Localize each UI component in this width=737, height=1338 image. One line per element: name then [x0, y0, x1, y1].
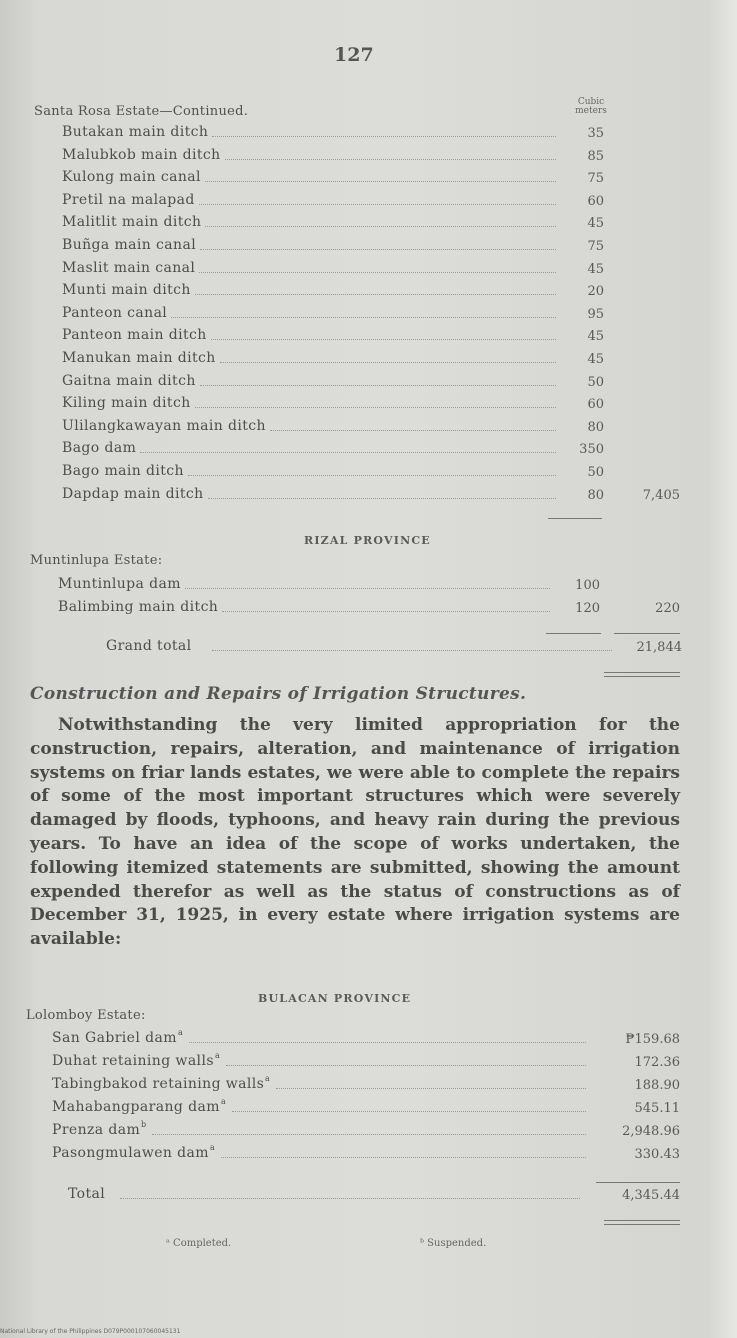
- page-edge: [707, 0, 737, 1338]
- table-row: [62, 395, 682, 417]
- table-row: [62, 486, 682, 508]
- table-row: [62, 169, 682, 191]
- row-label: Panteon main ditch: [62, 327, 207, 344]
- row-label: Kulong main canal: [62, 169, 201, 186]
- rizal-province-heading: RIZAL PROVINCE: [304, 534, 431, 547]
- grand-total-label: Grand total: [106, 638, 192, 654]
- leader-dots: [205, 181, 556, 182]
- row-label: Mahabangparang dam: [52, 1099, 220, 1115]
- row-value: 45: [587, 352, 604, 367]
- leader-dots: [140, 452, 556, 453]
- table-row: [52, 1145, 682, 1167]
- unit-header-line-1: Cubic: [577, 97, 605, 107]
- row-value: 188.90: [634, 1078, 680, 1093]
- row-value: 45: [587, 261, 604, 277]
- grand-total-value: 21,844: [636, 640, 682, 655]
- leader-dots: [199, 204, 556, 205]
- row-value: 20: [587, 284, 604, 300]
- muntinlupa-estate-heading: Muntinlupa Estate:: [30, 553, 163, 568]
- table-row: [62, 327, 682, 349]
- leader-dots: [211, 339, 556, 340]
- leader-dots: [195, 407, 556, 408]
- row-label: Malitlit main ditch: [62, 214, 202, 231]
- footnote-marker: a: [265, 1074, 270, 1083]
- footnote-marker: b: [141, 1120, 147, 1129]
- row-value: 45: [587, 216, 604, 232]
- row-value: 75: [587, 239, 604, 254]
- leader-dots: [185, 588, 550, 589]
- footnote-marker: a: [178, 1028, 183, 1037]
- page-number: 127: [334, 44, 374, 66]
- leader-dots: [270, 430, 556, 431]
- row-value: 60: [587, 397, 604, 413]
- table-row: [62, 418, 682, 440]
- grand-total-row: [106, 638, 686, 660]
- leader-dots: [220, 362, 556, 363]
- leader-dots: [199, 272, 556, 273]
- bulacan-province-heading: BULACAN PROVINCE: [258, 992, 412, 1005]
- grand-total-double-rule: [604, 672, 680, 677]
- row-value: 120: [575, 601, 600, 616]
- rizal-subtotal-rule: [546, 633, 601, 634]
- bulacan-total-row: [68, 1186, 682, 1208]
- row-label: Balimbing main ditch: [58, 599, 219, 615]
- table-row: [62, 373, 682, 395]
- scan-credit: National Library of the Philippines D079P000107060045131: [0, 1328, 181, 1335]
- row-label: Munti main ditch: [62, 282, 191, 299]
- leader-dots: [221, 1157, 586, 1158]
- table-row: [62, 282, 682, 304]
- row-label: Buñga main canal: [62, 237, 197, 253]
- row-label: Maslit main canal: [62, 259, 196, 276]
- row-total: 220: [655, 601, 680, 616]
- row-label: Muntinlupa dam: [58, 576, 181, 592]
- table-row: [62, 192, 682, 214]
- table-row: [62, 463, 682, 485]
- leader-dots: [205, 226, 556, 227]
- row-label: Malubkob main ditch: [62, 146, 221, 163]
- bulacan-total-label: Total: [68, 1186, 106, 1202]
- leader-dots: [120, 1198, 580, 1199]
- row-value: 2,948.96: [622, 1124, 680, 1139]
- row-label: Pasongmulawen dam: [52, 1145, 209, 1161]
- leader-dots: [188, 475, 556, 476]
- row-label: Kiling main ditch: [62, 395, 191, 412]
- unit-header: [566, 98, 616, 116]
- leader-dots: [200, 249, 556, 250]
- row-label: Bago dam: [62, 440, 137, 457]
- row-label: Gaitna main ditch: [62, 372, 196, 389]
- leader-dots: [200, 385, 556, 386]
- footnote-suspended: ᵇ Suspended.: [420, 1238, 487, 1249]
- leader-dots: [212, 650, 612, 651]
- row-value: 50: [587, 465, 604, 480]
- table-row: [58, 576, 682, 598]
- row-label: Panteon canal: [62, 304, 168, 321]
- row-label: Prenza dam: [52, 1122, 141, 1138]
- table-row: [62, 440, 682, 462]
- row-label: Ulilangkawayan main ditch: [62, 417, 266, 434]
- row-label: Manukan main ditch: [62, 350, 216, 366]
- footnote-completed: ᵃ Completed.: [166, 1238, 232, 1249]
- table-row: [52, 1099, 682, 1121]
- table-row: [62, 237, 682, 259]
- footnote-marker: a: [215, 1051, 220, 1060]
- row-value: 45: [587, 329, 604, 345]
- row-value: 545.11: [634, 1101, 680, 1116]
- leader-dots: [276, 1088, 586, 1089]
- table-row: [62, 124, 682, 146]
- row-value: 100: [575, 578, 600, 593]
- table-row: [52, 1076, 682, 1098]
- row-label: Pretil na malapad: [62, 191, 195, 208]
- row-value: 80: [587, 487, 604, 503]
- lolomboy-estate-heading: Lolomboy Estate:: [26, 1008, 146, 1023]
- leader-dots: [225, 159, 556, 160]
- row-label: Bago main ditch: [62, 463, 184, 479]
- table-row: [62, 305, 682, 327]
- table-row: [52, 1053, 682, 1075]
- subtotal-rule: [548, 518, 602, 519]
- leader-dots: [189, 1042, 586, 1043]
- row-total: 7,405: [642, 487, 680, 503]
- row-label: San Gabriel dam: [52, 1030, 177, 1046]
- row-value: 95: [587, 306, 604, 322]
- leader-dots: [222, 611, 550, 612]
- table-row: [62, 260, 682, 282]
- leader-dots: [152, 1134, 586, 1135]
- body-paragraph: Notwithstanding the very limited appropriation for the construction, repairs, alteration, and maintenance of irrigation systems on friar lands estates, we were able to complete the repairs of some of the most important structures which were severely damaged by floods, typhoons, and heavy rain during the previous years. To have an idea of the scope of works undertaken, the following itemized statements are submitted, showing the amount expended therefor as well as the status of constructions as of December 31, 1925, in every estate where irrigation systems are available:: [30, 715, 680, 950]
- row-label: Dapdap main ditch: [62, 485, 204, 502]
- row-value: ₱159.68: [625, 1032, 680, 1047]
- row-value: 330.43: [634, 1147, 680, 1162]
- section-title: Construction and Repairs of Irrigation Structures.: [30, 684, 527, 704]
- table-row: [52, 1122, 682, 1144]
- row-value: 350: [579, 442, 604, 458]
- row-label: Tabingbakod retaining walls: [52, 1076, 265, 1092]
- rizal-total-rule: [614, 633, 680, 634]
- row-value: 50: [587, 374, 604, 390]
- table-row: [62, 214, 682, 236]
- table-row: [62, 147, 682, 169]
- row-value: 60: [587, 193, 604, 209]
- santa-rosa-heading: Santa Rosa Estate—Continued.: [34, 104, 249, 119]
- row-value: 75: [587, 171, 604, 187]
- row-value: 35: [587, 126, 604, 141]
- table-row: [62, 350, 682, 372]
- footnote-marker: a: [221, 1097, 226, 1106]
- leader-dots: [212, 136, 556, 137]
- row-value: 80: [587, 419, 604, 435]
- bulacan-total-value: 4,345.44: [622, 1188, 680, 1203]
- leader-dots: [226, 1065, 586, 1066]
- footnote-marker: a: [210, 1143, 215, 1152]
- leader-dots: [171, 317, 556, 318]
- row-label: Butakan main ditch: [62, 124, 209, 140]
- leader-dots: [195, 294, 556, 295]
- leader-dots: [208, 498, 556, 499]
- row-label: Duhat retaining walls: [52, 1053, 214, 1069]
- leader-dots: [232, 1111, 586, 1112]
- row-value: 85: [587, 148, 604, 164]
- unit-header-line-2: meters: [575, 106, 607, 116]
- bulacan-total-double-rule: [604, 1220, 680, 1225]
- table-row: [52, 1030, 682, 1052]
- bulacan-total-rule: [596, 1182, 680, 1183]
- row-value: 172.36: [634, 1055, 680, 1070]
- table-row: [58, 599, 682, 621]
